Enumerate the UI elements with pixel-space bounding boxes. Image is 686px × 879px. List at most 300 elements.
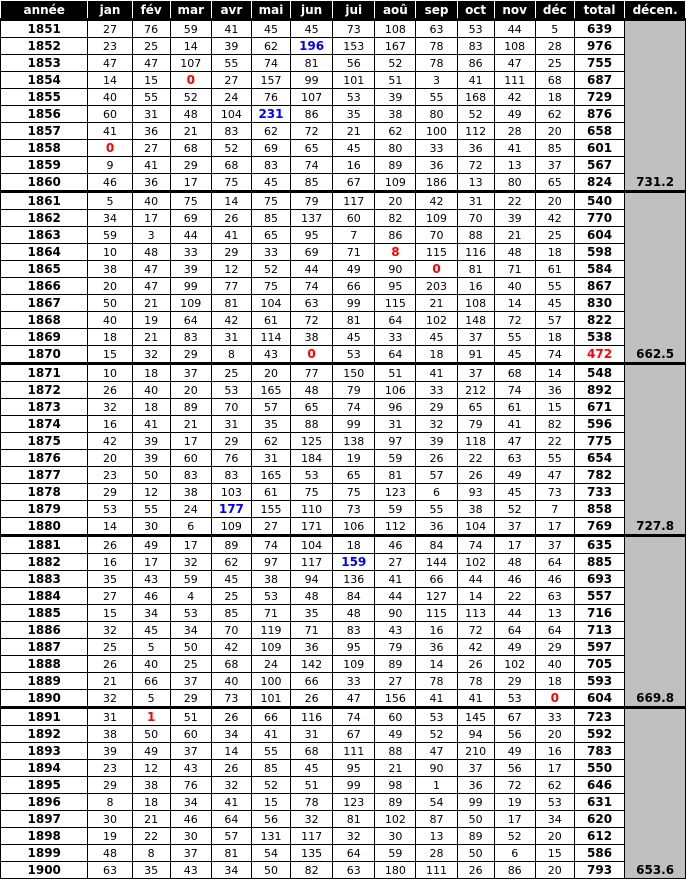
decade-average-cell: 662.5 <box>625 192 686 364</box>
month-cell: 41 <box>457 72 494 89</box>
month-cell: 89 <box>375 656 416 673</box>
month-cell: 107 <box>170 55 211 72</box>
month-cell: 72 <box>291 123 333 140</box>
month-cell: 34 <box>170 794 211 811</box>
month-cell: 36 <box>416 518 457 536</box>
month-cell: 61 <box>535 261 574 278</box>
month-cell: 100 <box>416 123 457 140</box>
month-cell: 16 <box>88 554 132 571</box>
month-cell: 18 <box>132 399 170 416</box>
month-cell: 18 <box>535 89 574 106</box>
month-cell: 46 <box>494 571 535 588</box>
month-cell: 65 <box>333 467 375 484</box>
table-row <box>1 89 686 106</box>
month-cell: 14 <box>494 295 535 312</box>
month-cell: 74 <box>291 278 333 295</box>
month-cell: 37 <box>457 364 494 382</box>
month-cell: 203 <box>416 278 457 295</box>
month-cell: 156 <box>375 690 416 708</box>
month-cell: 97 <box>251 554 290 571</box>
month-cell: 48 <box>494 244 535 261</box>
month-cell: 9 <box>88 157 132 174</box>
month-cell: 59 <box>375 501 416 518</box>
month-cell: 80 <box>375 140 416 157</box>
year-cell: 1856 <box>1 106 88 123</box>
month-cell: 66 <box>333 278 375 295</box>
month-cell: 71 <box>494 261 535 278</box>
month-cell: 64 <box>211 811 251 828</box>
total-cell: 755 <box>574 55 624 72</box>
month-cell: 34 <box>211 862 251 879</box>
month-cell: 27 <box>251 518 290 536</box>
year-cell: 1878 <box>1 484 88 501</box>
month-cell: 47 <box>132 261 170 278</box>
month-cell: 145 <box>457 708 494 726</box>
month-cell: 48 <box>88 845 132 862</box>
month-cell: 78 <box>457 673 494 690</box>
month-cell: 79 <box>457 416 494 433</box>
month-cell: 36 <box>457 140 494 157</box>
year-cell: 1888 <box>1 656 88 673</box>
header-feb: fév <box>132 1 170 20</box>
month-cell: 63 <box>333 862 375 879</box>
month-cell: 22 <box>535 433 574 450</box>
month-cell: 18 <box>333 536 375 554</box>
year-cell: 1897 <box>1 811 88 828</box>
month-cell: 86 <box>291 106 333 123</box>
month-cell: 118 <box>457 433 494 450</box>
month-cell: 15 <box>251 794 290 811</box>
total-cell: 687 <box>574 72 624 89</box>
total-cell: 635 <box>574 536 624 554</box>
total-cell: 586 <box>574 845 624 862</box>
month-cell: 59 <box>375 450 416 467</box>
month-cell: 52 <box>251 261 290 278</box>
total-cell: 557 <box>574 588 624 605</box>
month-cell: 26 <box>211 210 251 227</box>
month-cell: 46 <box>375 536 416 554</box>
month-cell: 1 <box>416 777 457 794</box>
month-cell: 165 <box>251 467 290 484</box>
month-cell: 51 <box>375 72 416 89</box>
month-cell: 21 <box>494 227 535 244</box>
month-cell: 68 <box>291 743 333 760</box>
month-cell: 21 <box>333 123 375 140</box>
month-cell: 27 <box>211 72 251 89</box>
month-cell: 29 <box>170 346 211 364</box>
month-cell: 16 <box>88 416 132 433</box>
month-cell: 14 <box>170 38 211 55</box>
month-cell: 49 <box>494 639 535 656</box>
month-cell: 42 <box>88 433 132 450</box>
table-row <box>1 467 686 484</box>
month-cell: 38 <box>88 261 132 278</box>
month-cell: 65 <box>457 399 494 416</box>
month-cell: 42 <box>416 192 457 210</box>
month-cell: 80 <box>494 174 535 192</box>
month-cell: 29 <box>416 399 457 416</box>
month-cell: 53 <box>333 89 375 106</box>
month-cell: 41 <box>416 690 457 708</box>
month-cell: 8 <box>375 244 416 261</box>
month-cell: 52 <box>494 501 535 518</box>
month-cell: 90 <box>375 261 416 278</box>
month-cell: 95 <box>375 278 416 295</box>
month-cell: 49 <box>333 261 375 278</box>
month-cell: 19 <box>494 794 535 811</box>
month-cell: 45 <box>132 622 170 639</box>
table-row <box>1 554 686 571</box>
year-cell: 1867 <box>1 295 88 312</box>
table-row <box>1 20 686 38</box>
month-cell: 74 <box>494 382 535 399</box>
month-cell: 35 <box>251 416 290 433</box>
month-cell: 33 <box>535 708 574 726</box>
month-cell: 171 <box>291 518 333 536</box>
month-cell: 63 <box>291 295 333 312</box>
month-cell: 18 <box>535 244 574 261</box>
year-cell: 1853 <box>1 55 88 72</box>
month-cell: 99 <box>333 295 375 312</box>
month-cell: 72 <box>457 157 494 174</box>
month-cell: 123 <box>375 484 416 501</box>
month-cell: 82 <box>535 416 574 433</box>
month-cell: 21 <box>132 295 170 312</box>
total-cell: 540 <box>574 192 624 210</box>
month-cell: 44 <box>457 571 494 588</box>
month-cell: 75 <box>333 484 375 501</box>
table-row <box>1 518 686 536</box>
month-cell: 53 <box>211 382 251 399</box>
month-cell: 47 <box>494 433 535 450</box>
month-cell: 83 <box>170 329 211 346</box>
month-cell: 37 <box>170 364 211 382</box>
month-cell: 72 <box>494 777 535 794</box>
month-cell: 26 <box>416 450 457 467</box>
month-cell: 27 <box>88 20 132 38</box>
header-apr: avr <box>211 1 251 20</box>
month-cell: 23 <box>88 467 132 484</box>
month-cell: 6 <box>170 518 211 536</box>
table-row <box>1 639 686 656</box>
month-cell: 20 <box>375 192 416 210</box>
month-cell: 136 <box>333 571 375 588</box>
month-cell: 180 <box>375 862 416 879</box>
month-cell: 0 <box>170 72 211 89</box>
month-cell: 13 <box>535 605 574 622</box>
month-cell: 125 <box>291 433 333 450</box>
month-cell: 71 <box>333 244 375 261</box>
month-cell: 89 <box>375 794 416 811</box>
month-cell: 14 <box>211 192 251 210</box>
month-cell: 44 <box>494 605 535 622</box>
table-row <box>1 329 686 346</box>
month-cell: 64 <box>333 845 375 862</box>
month-cell: 85 <box>251 210 290 227</box>
decade-average-cell: 653.6 <box>625 708 686 879</box>
month-cell: 43 <box>132 571 170 588</box>
month-cell: 53 <box>251 588 290 605</box>
month-cell: 39 <box>132 433 170 450</box>
month-cell: 29 <box>494 673 535 690</box>
month-cell: 26 <box>88 656 132 673</box>
month-cell: 63 <box>416 20 457 38</box>
table-row <box>1 416 686 433</box>
month-cell: 14 <box>416 656 457 673</box>
month-cell: 85 <box>251 760 290 777</box>
month-cell: 51 <box>170 708 211 726</box>
month-cell: 45 <box>333 329 375 346</box>
month-cell: 5 <box>132 639 170 656</box>
table-row <box>1 244 686 261</box>
month-cell: 76 <box>211 450 251 467</box>
month-cell: 60 <box>88 106 132 123</box>
month-cell: 32 <box>333 828 375 845</box>
year-cell: 1883 <box>1 571 88 588</box>
table-row <box>1 708 686 726</box>
total-cell: 639 <box>574 20 624 38</box>
month-cell: 81 <box>333 811 375 828</box>
month-cell: 64 <box>375 312 416 329</box>
total-cell: 646 <box>574 777 624 794</box>
total-cell: 604 <box>574 690 624 708</box>
table-body <box>1 20 686 879</box>
month-cell: 95 <box>291 227 333 244</box>
month-cell: 109 <box>333 656 375 673</box>
month-cell: 81 <box>333 312 375 329</box>
month-cell: 17 <box>170 433 211 450</box>
month-cell: 87 <box>416 811 457 828</box>
month-cell: 94 <box>291 571 333 588</box>
month-cell: 20 <box>535 123 574 140</box>
header-sep: sep <box>416 1 457 20</box>
month-cell: 30 <box>88 811 132 828</box>
month-cell: 30 <box>375 828 416 845</box>
month-cell: 40 <box>494 278 535 295</box>
month-cell: 27 <box>375 673 416 690</box>
year-cell: 1858 <box>1 140 88 157</box>
month-cell: 37 <box>535 536 574 554</box>
total-cell: 472 <box>574 346 624 364</box>
month-cell: 22 <box>457 450 494 467</box>
month-cell: 0 <box>291 346 333 364</box>
table-row <box>1 346 686 364</box>
year-cell: 1889 <box>1 673 88 690</box>
month-cell: 138 <box>333 433 375 450</box>
month-cell: 16 <box>535 743 574 760</box>
month-cell: 54 <box>251 845 290 862</box>
month-cell: 22 <box>494 192 535 210</box>
month-cell: 21 <box>132 329 170 346</box>
month-cell: 85 <box>211 605 251 622</box>
month-cell: 41 <box>416 364 457 382</box>
year-cell: 1891 <box>1 708 88 726</box>
year-cell: 1861 <box>1 192 88 210</box>
month-cell: 86 <box>375 227 416 244</box>
month-cell: 50 <box>457 845 494 862</box>
month-cell: 26 <box>457 862 494 879</box>
month-cell: 20 <box>535 862 574 879</box>
month-cell: 37 <box>170 673 211 690</box>
year-cell: 1882 <box>1 554 88 571</box>
month-cell: 21 <box>132 811 170 828</box>
header-year: année <box>1 1 88 20</box>
month-cell: 73 <box>211 690 251 708</box>
month-cell: 24 <box>211 89 251 106</box>
month-cell: 46 <box>88 174 132 192</box>
month-cell: 111 <box>494 72 535 89</box>
month-cell: 81 <box>211 845 251 862</box>
month-cell: 37 <box>170 845 211 862</box>
month-cell: 3 <box>416 72 457 89</box>
month-cell: 29 <box>211 244 251 261</box>
month-cell: 19 <box>132 312 170 329</box>
month-cell: 56 <box>251 811 290 828</box>
month-cell: 15 <box>535 399 574 416</box>
month-cell: 21 <box>170 416 211 433</box>
month-cell: 25 <box>132 38 170 55</box>
month-cell: 78 <box>416 38 457 55</box>
month-cell: 75 <box>291 484 333 501</box>
month-cell: 27 <box>132 140 170 157</box>
month-cell: 64 <box>170 312 211 329</box>
month-cell: 93 <box>457 484 494 501</box>
month-cell: 144 <box>416 554 457 571</box>
total-cell: 793 <box>574 862 624 879</box>
month-cell: 28 <box>535 38 574 55</box>
month-cell: 43 <box>251 346 290 364</box>
month-cell: 26 <box>88 536 132 554</box>
month-cell: 71 <box>291 622 333 639</box>
month-cell: 0 <box>535 690 574 708</box>
month-cell: 25 <box>211 588 251 605</box>
month-cell: 71 <box>251 605 290 622</box>
month-cell: 70 <box>416 227 457 244</box>
month-cell: 60 <box>375 708 416 726</box>
month-cell: 20 <box>170 382 211 399</box>
month-cell: 65 <box>291 399 333 416</box>
month-cell: 42 <box>211 639 251 656</box>
month-cell: 48 <box>170 106 211 123</box>
month-cell: 22 <box>494 588 535 605</box>
month-cell: 106 <box>333 518 375 536</box>
month-cell: 79 <box>333 382 375 399</box>
month-cell: 1 <box>132 708 170 726</box>
table-row <box>1 192 686 210</box>
month-cell: 15 <box>88 605 132 622</box>
month-cell: 33 <box>251 244 290 261</box>
month-cell: 111 <box>416 862 457 879</box>
month-cell: 14 <box>535 364 574 382</box>
month-cell: 31 <box>375 416 416 433</box>
month-cell: 5 <box>132 690 170 708</box>
total-cell: 584 <box>574 261 624 278</box>
month-cell: 42 <box>457 639 494 656</box>
month-cell: 18 <box>535 329 574 346</box>
month-cell: 79 <box>291 192 333 210</box>
month-cell: 29 <box>170 157 211 174</box>
month-cell: 74 <box>333 399 375 416</box>
month-cell: 72 <box>494 312 535 329</box>
total-cell: 631 <box>574 794 624 811</box>
month-cell: 18 <box>88 329 132 346</box>
table-row <box>1 295 686 312</box>
month-cell: 5 <box>88 192 132 210</box>
month-cell: 33 <box>375 329 416 346</box>
month-cell: 5 <box>535 20 574 38</box>
month-cell: 90 <box>416 760 457 777</box>
year-cell: 1880 <box>1 518 88 536</box>
month-cell: 59 <box>170 20 211 38</box>
month-cell: 47 <box>88 55 132 72</box>
month-cell: 55 <box>416 501 457 518</box>
month-cell: 106 <box>375 382 416 399</box>
month-cell: 212 <box>457 382 494 399</box>
month-cell: 88 <box>457 227 494 244</box>
month-cell: 135 <box>291 845 333 862</box>
year-cell: 1899 <box>1 845 88 862</box>
month-cell: 38 <box>375 106 416 123</box>
month-cell: 53 <box>291 467 333 484</box>
table-row <box>1 55 686 72</box>
month-cell: 17 <box>132 554 170 571</box>
month-cell: 8 <box>132 845 170 862</box>
month-cell: 66 <box>291 673 333 690</box>
month-cell: 48 <box>291 588 333 605</box>
month-cell: 7 <box>535 501 574 518</box>
month-cell: 13 <box>457 174 494 192</box>
table-row <box>1 588 686 605</box>
month-cell: 69 <box>251 140 290 157</box>
month-cell: 14 <box>457 588 494 605</box>
total-cell: 782 <box>574 467 624 484</box>
month-cell: 64 <box>494 622 535 639</box>
month-cell: 99 <box>291 72 333 89</box>
month-cell: 41 <box>132 416 170 433</box>
year-cell: 1854 <box>1 72 88 89</box>
month-cell: 81 <box>375 467 416 484</box>
header-mar: mar <box>170 1 211 20</box>
month-cell: 81 <box>457 261 494 278</box>
month-cell: 73 <box>333 20 375 38</box>
year-cell: 1855 <box>1 89 88 106</box>
month-cell: 21 <box>375 760 416 777</box>
month-cell: 32 <box>170 554 211 571</box>
month-cell: 116 <box>457 244 494 261</box>
month-cell: 95 <box>333 639 375 656</box>
table-row <box>1 399 686 416</box>
month-cell: 40 <box>132 192 170 210</box>
month-cell: 107 <box>291 89 333 106</box>
month-cell: 24 <box>251 656 290 673</box>
month-cell: 63 <box>494 450 535 467</box>
month-cell: 115 <box>416 605 457 622</box>
table-row <box>1 536 686 554</box>
month-cell: 89 <box>375 157 416 174</box>
table-row <box>1 278 686 295</box>
year-cell: 1875 <box>1 433 88 450</box>
month-cell: 83 <box>457 38 494 55</box>
header-aug: aoû <box>375 1 416 20</box>
year-cell: 1851 <box>1 20 88 38</box>
month-cell: 47 <box>333 690 375 708</box>
month-cell: 37 <box>457 329 494 346</box>
month-cell: 31 <box>211 416 251 433</box>
month-cell: 53 <box>88 501 132 518</box>
year-cell: 1865 <box>1 261 88 278</box>
month-cell: 36 <box>291 639 333 656</box>
year-cell: 1895 <box>1 777 88 794</box>
